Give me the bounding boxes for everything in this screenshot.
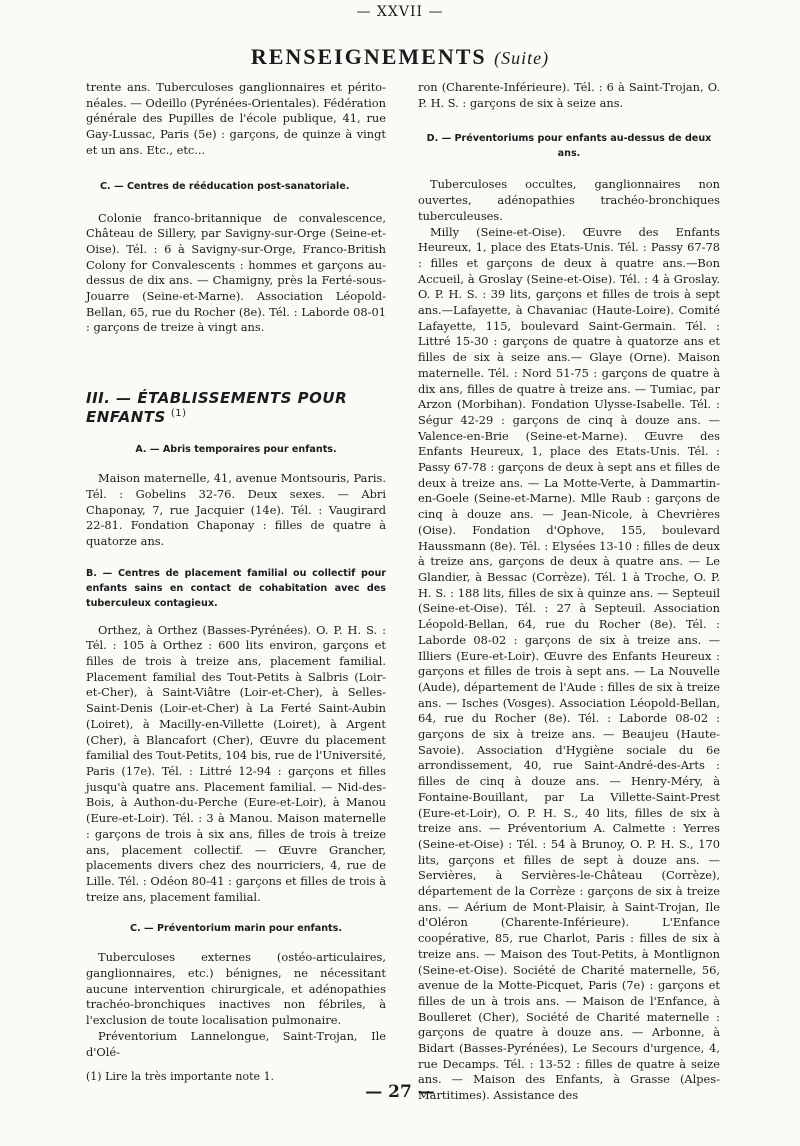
subsection-heading: A. — Abris temporaires pour enfants.: [135, 444, 337, 456]
section-title: III. — ÉTABLISSEMENTS POUR ENFANTS: [86, 389, 348, 427]
paragraph: Tuberculoses occultes, ganglionnaires non ouvertes, adénopathies trachéo-bronchiques tuberculeuses.: [418, 177, 720, 223]
footnote-ref: (1): [170, 408, 187, 420]
section-heading: [86, 388, 386, 426]
page-number: — 27 —: [365, 1082, 435, 1102]
paragraph: Maison maternelle, 41, avenue Montsouris, Paris. Tél. : Gobelins 32-76. Deux sexes. — Abri Chaponay, 7, rue Jacquier (14e). Tél. : Vaugirard 22-81. Fondation Chaponay : filles de quatre à quatorze ans.: [86, 471, 386, 548]
running-header: — XXVII —: [356, 4, 444, 20]
page-title: [0, 44, 800, 70]
paragraph: Colonie franco-britannique de convalescence, Château de Sillery, par Savigny-sur-Orge (Seine-et-Oise). Tél. : 6 à Savigny-sur-Orge, Franco-British Colony for Convalescents : hommes et garçons au-dessus de dix ans. — Chamigny, près la Ferté-sous-Jouarre (Seine-et-Marne). Association Léopold-Bellan, 65, rue du Rocher (8e). Tél. : Laborde 08-01 : garçons de treize à vingt ans.: [86, 210, 386, 335]
paragraph: trente ans. Tuberculoses ganglionnaires et périto-néales. — Odeillo (Pyrénées-Orientales). Fédération générale des Pupilles de l'école publique, 41, rue Gay-Lussac, Paris (5e) : garçons, de quinze à vingt et un ans. Etc., etc...: [86, 80, 386, 157]
subsection-heading: D. — Préventoriums pour enfants au-dessus de deux ans.: [426, 133, 712, 160]
subsection-heading: B. — Centres de placement familial ou collectif pour enfants sains en contact de cohabitation avec des tuberculeux contagieux.: [86, 567, 386, 609]
paragraph: Préventorium Lannelongue, Saint-Trojan, Ile d'Olé-: [86, 1028, 386, 1059]
left-column: [86, 80, 386, 1084]
paragraph: Orthez, à Orthez (Basses-Pyrénées). O. P. H. S. : Tél. : 105 à Orthez : 600 lits environ, garçons et filles de trois à treize ans, placement familial. Placement familial des Tout-Petits à Salbris (Loir-et-Cher), à Saint-Viâtre (Loir-et-Cher), à Selles-Saint-Denis (Loir-et-Cher) à La Ferté Saint-Aubin (Loiret), à Macilly-en-Villette (Loiret), à Argent (Cher), à Blancafort (Cher), Œuvre du placement familial des Tout-Petits, 104 bis, rue de l'Université, Paris (17e). Tél. : Littré 12-94 : garçons et filles jusqu'à quatre ans. Placement familial. — Nid-des-Bois, à Authon-du-Perche (Eure-et-Loir), à Manou (Eure-et-Loir). Tél. : 3 à Manou. Maison maternelle : garçons de trois à six ans, filles de trois à treize ans, placement collectif. — Œuvre Grancher, placements divers chez des nourriciers, 4, rue de Lille. Tél. : Odéon 80-41 : garçons et filles de trois à treize ans, placement familial.: [86, 622, 386, 904]
paragraph: Tuberculoses externes (ostéo-articulaires, ganglionnaires, etc.) bénignes, ne nécessitant aucune intervention chirurgicale, et adénopathies trachéo-bronchiques inactives non fébriles, à l'exclusion de toute localisation pulmonaire.: [86, 950, 386, 1028]
subsection-heading: C. — Préventorium marin pour enfants.: [130, 923, 342, 935]
footnote: (1) Lire la très importante note 1.: [86, 1070, 275, 1084]
paragraph: Milly (Seine-et-Oise). Œuvre des Enfants Heureux, 1, place des Etats-Unis. Tél. : Passy 67-78 : filles et garçons de deux à quatre ans.—Bon Accueil, à Groslay (Seine-et-Oise). Tél. : 4 à Groslay. O. P. H. S. : 39 lits, garçons et filles de trois à sept ans.—Lafayette, à Chavaniac (Haute-Loire). Comité Lafayette, 115, boulevard Saint-Germain. Tél. : Littré 15-30 : garçons de quatre à quatorze ans et filles de six à seize ans.— Glaye (Orne). Maison maternelle. Tél. : Nord 51-75 : garçons de quatre à dix ans, filles de quatre à treize ans. — Tumiac, par Arzon (Morbihan). Fondation Ulysse-Isabelle. Tél. : Ségur 42-29 : garçons de cinq à douze ans. — Valence-en-Brie (Seine-et-Marne). Œuvre des Enfants Heureux, 1, place des Etats-Unis. Tél. : Passy 67-78 : garçons de deux à sept ans et filles de deux à treize ans. — La Motte-Verte, à Dammartin-en-Goele (Seine-et-Marne). Mlle Raub : garçons de cinq à douze ans. — Jean-Nicole, à Chevrières (Oise). Fondation d'Ophove, 155, boulevard Haussmann (8e). Tél. : Elysées 13-10 : filles de deux à treize ans, garçons de deux à quatre ans. — Le Glandier, à Bessac (Corrèze). Tél. 1 à Troche, O. P. H. S. : 188 lits, filles de six à quinze ans. — Septeuil (Seine-et-Oise). Tél. : 27 à Septeuil. Association Léopold-Bellan, 64, rue du Rocher (8e). Tél. : Laborde 08-02 : garçons de six à treize ans. — Illiers (Eure-et-Loir). Œuvre des Enfants Heureux : garçons et filles de trois à sept ans. — La Nouvelle (Aude), département de l'Aude : filles de six à treize ans. — Isches (Vosges). Association Léopold-Bellan, 64, rue du Rocher (8e). Tél. : Laborde 08-02 : garçons de six à treize ans. — Beaujeu (Haute-Savoie). Association d'Hygiène sociale du 6e arrondissement, 40, rue Saint-André-des-Arts : filles de cinq à douze ans. — Henry-Méry, à Fontaine-Bouillant, par La Villette-Saint-Prest (Eure-et-Loir), O. P. H. S., 40 lits, filles de six à treize ans. — Préventorium A. Calmette : Yerres (Seine-et-Oise) : Tél. : 54 à Brunoy, O. P. H. S., 170 lits, garçons et filles de sept à douze ans. — Servières, à Servières-le-Château (Corrèze), département de la Corrèze : garçons de six à treize ans. — Aérium de Mont-Plaisir, à Saint-Trojan, Ile d'Oléron (Charente-Inférieure). L'Enfance coopérative, 85, rue Charlot, Paris : filles de six à treize ans. — Maison des Tout-Petits, à Montlignon (Seine-et-Oise). Société de Charité maternelle, 56, avenue de la Motte-Picquet, Paris (7e) : garçons et filles de un à trois ans. — Maison de l'Enfance, à Boulleret (Cher), Société de Charité maternelle : garçons de quatre à douze ans. — Arbonne, à Bidart (Basses-Pyrénées), Le Secours d'urgence, 4, rue Decamps. Tél. : 13-52 : filles de quatre à seize ans. — Maison des Enfants, à Grasse (Alpes-Martitimes). Assistance des: [418, 224, 720, 1103]
subsection-heading: C. — Centres de rééducation post-sanatoriale.: [100, 180, 350, 192]
title-suffix: (Suite): [494, 48, 550, 68]
title-text: RENSEIGNEMENTS: [250, 44, 487, 69]
paragraph: ron (Charente-Inférieure). Tél. : 6 à Saint-Trojan, O. P. H. S. : garçons de six à seize ans.: [418, 80, 720, 110]
right-column: [418, 80, 720, 1104]
